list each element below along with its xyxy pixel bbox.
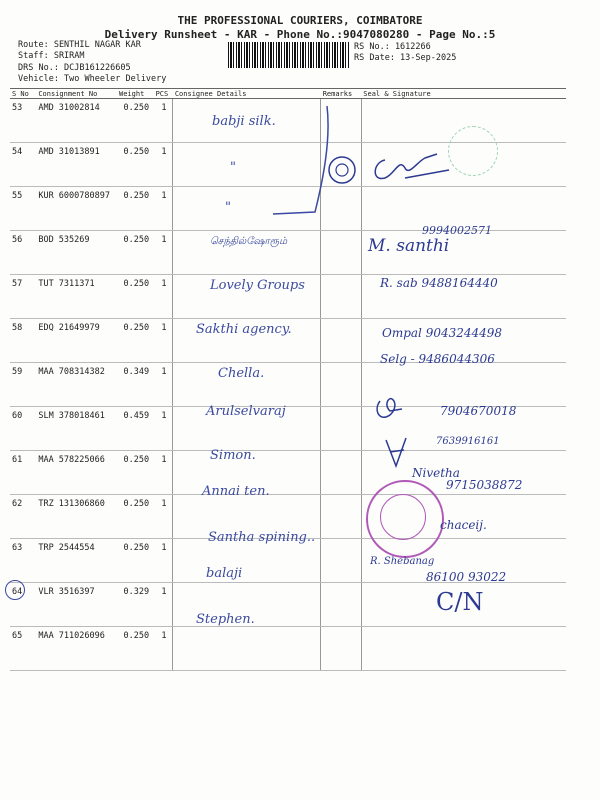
- table-row: [10, 627, 566, 671]
- hw-sig-57: R. sab 9488164440: [380, 276, 498, 290]
- hw-consignee-65: Stephen.: [196, 612, 255, 627]
- cell-consignment: BOD 535269: [36, 231, 117, 275]
- cell-sno: 59: [10, 363, 36, 407]
- cell-remarks: [321, 495, 362, 539]
- cell-remarks: [321, 231, 362, 275]
- cell-sno: 54: [10, 143, 36, 187]
- hw-num-60: 7904670018: [440, 404, 517, 418]
- cell-weight: 0.250: [117, 275, 154, 319]
- cell-sno: 56: [10, 231, 36, 275]
- cell-weight: 0.250: [117, 627, 154, 671]
- cell-pcs: 1: [154, 363, 173, 407]
- company-seal-inner: [380, 494, 426, 540]
- hw-consignee-62: Annai ten.: [202, 484, 270, 499]
- cell-seal: [361, 627, 566, 671]
- cell-remarks: [321, 407, 362, 451]
- cell-consignment: VLR 3516397: [36, 583, 117, 627]
- cell-consignment: EDQ 21649979: [36, 319, 117, 363]
- cell-pcs: 1: [154, 143, 173, 187]
- cell-remarks: [321, 275, 362, 319]
- faint-stamp: [448, 126, 498, 176]
- hw-consignee-56: செந்தில்ஷோரூம்: [210, 236, 288, 247]
- hw-consignee-64: balaji: [206, 566, 243, 581]
- cell-weight: 0.349: [117, 363, 154, 407]
- cell-consignment: MAA 711026096: [36, 627, 117, 671]
- cell-weight: 0.250: [117, 451, 154, 495]
- vehicle-label: Vehicle: Two Wheeler Delivery: [18, 74, 167, 84]
- cell-pcs: 1: [154, 231, 173, 275]
- cell-pcs: 1: [154, 187, 173, 231]
- hw-sig-58: Ompal 9043244498: [382, 326, 503, 340]
- cell-remarks: [321, 539, 362, 583]
- cell-consignee: [173, 627, 321, 671]
- cell-sno: 58: [10, 319, 36, 363]
- hw-consignee-59: Chella.: [218, 366, 265, 381]
- signature-row-60: [372, 395, 412, 425]
- staff-label: Staff: SRIRAM: [18, 51, 85, 61]
- hw-consignee-58: Sakthi agency.: [196, 322, 292, 337]
- cell-remarks: [321, 363, 362, 407]
- table-row: [10, 231, 566, 275]
- col-sno: S No: [10, 89, 36, 99]
- hw-consignee-57: Lovely Groups: [210, 278, 305, 293]
- cell-pcs: 1: [154, 319, 173, 363]
- rs-date: RS Date: 13-Sep-2025: [354, 53, 457, 63]
- cell-sno: 63: [10, 539, 36, 583]
- cell-weight: 0.250: [117, 143, 154, 187]
- cell-weight: 0.250: [117, 319, 154, 363]
- cell-sno: 65: [10, 627, 36, 671]
- hw-sig-59: Selg - 9486044306: [380, 352, 495, 366]
- cell-consignment: KUR 6000780897: [36, 187, 117, 231]
- hw-sig-65: C/N: [436, 588, 484, 616]
- cell-sno: 61: [10, 451, 36, 495]
- drs-label: DRS No.: DCJB161226605: [18, 63, 131, 73]
- hw-sig-63: chaceij.: [440, 518, 487, 532]
- cell-sno: 60: [10, 407, 36, 451]
- cell-weight: 0.250: [117, 99, 154, 143]
- col-seal: Seal & Signature: [361, 89, 566, 99]
- hw-num-61: 7639916161: [436, 436, 500, 447]
- cell-pcs: 1: [154, 99, 173, 143]
- cell-weight: 0.250: [117, 187, 154, 231]
- hw-sig-62: Nivetha: [412, 466, 460, 480]
- hw-ditto-54: ": [230, 160, 236, 175]
- cell-consignment: AMD 31002814: [36, 99, 117, 143]
- hw-ditto-55: ": [225, 200, 231, 215]
- hw-consignee-63: Santha spining..: [208, 530, 316, 545]
- cell-sno: 53: [10, 99, 36, 143]
- col-weight: Weight: [117, 89, 154, 99]
- cell-consignment: TRZ 131306860: [36, 495, 117, 539]
- cell-weight: 0.250: [117, 539, 154, 583]
- cell-weight: 0.459: [117, 407, 154, 451]
- cell-consignment: MAA 708314382: [36, 363, 117, 407]
- hw-sig-64: R. Shebanag: [370, 556, 435, 567]
- cell-sno: 64: [10, 583, 36, 627]
- hw-consignee-53: babji silk.: [212, 114, 276, 129]
- cell-sno: 57: [10, 275, 36, 319]
- hw-num-56: 9994002571: [422, 224, 492, 237]
- page-title: THE PROFESSIONAL COURIERS, COIMBATORE: [177, 14, 423, 27]
- hw-consignee-60: Arulselvaraj: [206, 404, 286, 419]
- signature-row-61: [382, 436, 412, 470]
- col-consignment: Consignment No: [36, 89, 117, 99]
- cell-remarks: [321, 451, 362, 495]
- barcode: [228, 42, 350, 68]
- col-remarks: Remarks: [321, 89, 362, 99]
- cell-sno: 55: [10, 187, 36, 231]
- cell-remarks: [321, 583, 362, 627]
- cell-pcs: 1: [154, 407, 173, 451]
- hw-consignee-61: Simon.: [210, 448, 256, 463]
- page-subtitle: Delivery Runsheet - KAR - Phone No.:9047080280 - Page No.:5: [104, 28, 496, 41]
- cell-consignment: AMD 31013891: [36, 143, 117, 187]
- hw-sig-56: M. santhi: [368, 236, 450, 256]
- col-pcs: PCS: [154, 89, 173, 99]
- cell-remarks: [321, 627, 362, 671]
- hw-num-62: 9715038872: [446, 478, 523, 492]
- cell-weight: 0.329: [117, 583, 154, 627]
- cell-pcs: 1: [154, 539, 173, 583]
- table-header-row: [10, 89, 566, 99]
- row-65-circle-mark: [5, 580, 25, 600]
- cell-consignment: MAA 578225066: [36, 451, 117, 495]
- cell-consignment: TRP 2544554: [36, 539, 117, 583]
- cell-pcs: 1: [154, 275, 173, 319]
- cell-sno: 62: [10, 495, 36, 539]
- cell-consignee: [173, 539, 321, 583]
- cell-consignment: SLM 378018461: [36, 407, 117, 451]
- cell-pcs: 1: [154, 451, 173, 495]
- hw-num-64: 86100 93022: [426, 570, 507, 584]
- cell-weight: 0.250: [117, 495, 154, 539]
- rs-number: RS No.: 1612266: [354, 42, 431, 52]
- cell-remarks: [321, 319, 362, 363]
- cell-pcs: 1: [154, 627, 173, 671]
- signature-row-54: [325, 148, 455, 196]
- col-consignee: Consignee Details: [173, 89, 321, 99]
- table-row: [10, 363, 566, 407]
- route-label: Route: SENTHIL NAGAR KAR: [18, 40, 141, 50]
- cell-pcs: 1: [154, 495, 173, 539]
- cell-consignment: TUT 7311371: [36, 275, 117, 319]
- cell-weight: 0.250: [117, 231, 154, 275]
- cell-pcs: 1: [154, 583, 173, 627]
